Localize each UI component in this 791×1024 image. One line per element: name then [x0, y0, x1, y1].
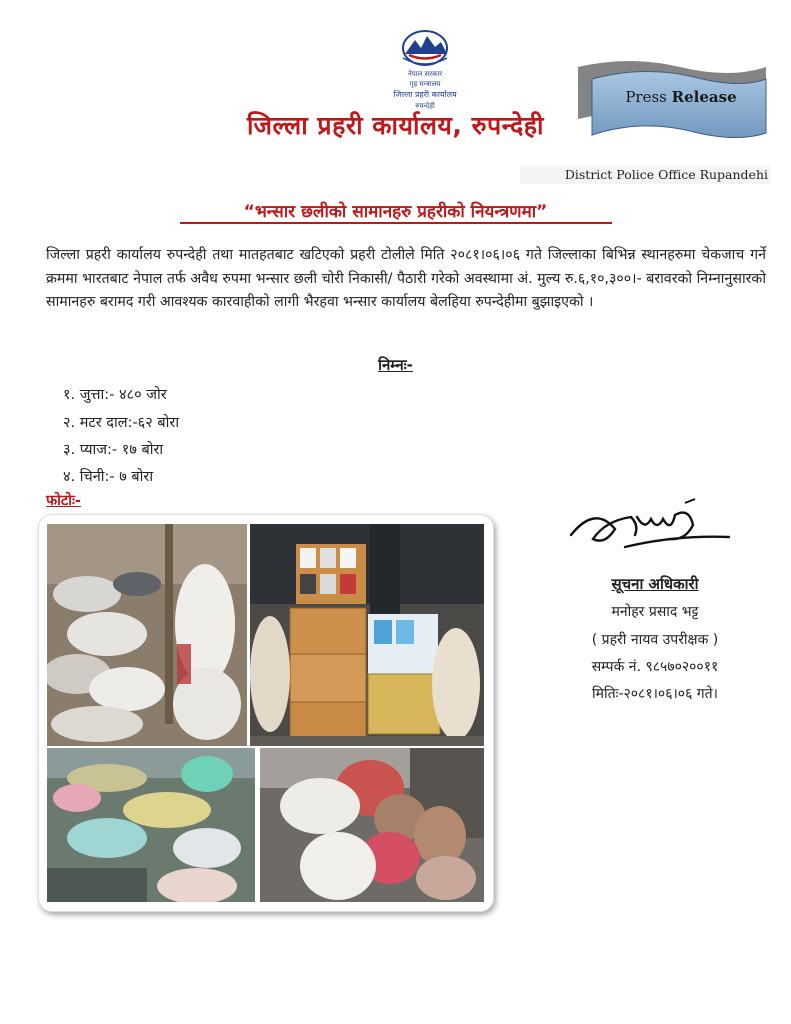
press-bold: Release [671, 88, 737, 106]
logo-text-line-2: गृह मन्त्रालय [409, 80, 441, 88]
photo-label: फोटोः- [46, 493, 81, 509]
photo-colored-sacks [47, 748, 255, 902]
photo-onion-sacks [260, 748, 484, 902]
headline: “भन्सार छलीको सामानहरु प्रहरीको नियन्त्रणमा” [243, 202, 548, 222]
photo-sacks-storeroom [47, 524, 247, 746]
list-heading: निम्नः- [378, 356, 413, 374]
signature [565, 495, 735, 563]
press-release-label [606, 88, 756, 106]
body-paragraph: जिल्ला प्रहरी कार्यालय रुपन्देही तथा मातहतबाट खटिएको प्रहरी टोलीले मिति २०८१।०६।०६ गते जिल्लाका बिभिन्न स्थानहरुमा चेकजाच गर्ने क्रममा भारतबाट नेपाल तर्फ अवैध रुपमा भन्सार छली चोरी निकासी/ पैठारी गरेको अवस्थामा अं. मुल्य रु.६,१०,३००।- बरावरको निम्नानुसारको सामानहरु बरामद गरी आवश्यक कारवाहीको लागी भैरहवा भन्सार कार्यालय बेलहिया रुपन्देहीमा बुझाइएको । [46, 247, 766, 310]
office-title: जिल्ला प्रहरी कार्यालय, रुपन्देही [246, 111, 545, 140]
list-item: २. मटर दाल:-६२ बोरा [63, 415, 180, 431]
signatory-title: सूचना अधिकारी [611, 575, 699, 593]
logo-text-line-1: नेपाल सरकार [407, 70, 443, 78]
list-item: १. जुत्ता:- ४८० जोर [63, 387, 167, 403]
signatory-contact: सम्पर्क नं. ९८५७०२००११ [591, 659, 719, 675]
signatory-rank: ( प्रहरी नायव उपरीक्षक ) [591, 632, 719, 648]
signatory-date: मितिः-२०८१।०६।०६ गते। [592, 686, 718, 702]
press-prefix: Press [625, 88, 667, 106]
office-english-name: District Police Office Rupandehi [520, 166, 770, 184]
signatory-name: मनोहर प्रसाद भट्ट [611, 604, 699, 620]
nepal-police-logo [375, 28, 475, 112]
headline-underline [180, 222, 612, 224]
logo-text-line-3: जिल्ला प्रहरी कार्यालय [393, 90, 457, 99]
list-item: ३. प्याज:- १७ बोरा [63, 442, 164, 458]
logo-text-line-4: रुपन्देही [415, 102, 435, 110]
photo-shoes-boxes [250, 524, 484, 746]
photo-collage [38, 514, 494, 912]
list-item: ४. चिनी:- ७ बोरा [63, 469, 154, 485]
